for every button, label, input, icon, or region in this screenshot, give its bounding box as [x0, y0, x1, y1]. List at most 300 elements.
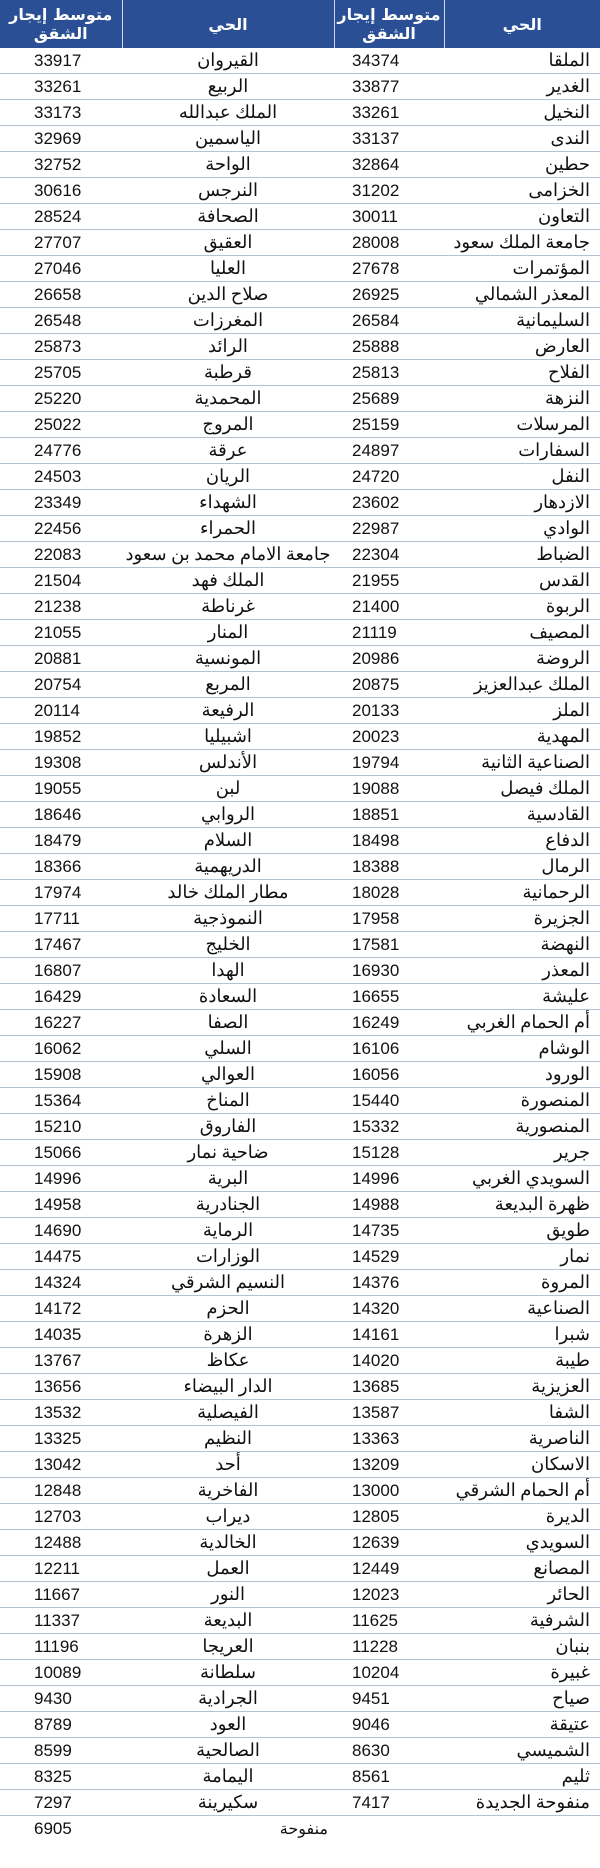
district-left-cell: الخالدية [122, 1530, 334, 1556]
rent-right-cell: 16056 [334, 1062, 444, 1088]
rent-left-cell: 27046 [0, 256, 122, 282]
rent-right-cell: 22304 [334, 542, 444, 568]
table-row [0, 1036, 600, 1062]
table-row [0, 542, 600, 568]
table-row [0, 1426, 600, 1452]
district-left-cell: الوزارات [122, 1244, 334, 1270]
table-row [0, 438, 600, 464]
district-left-cell: ديراب [122, 1504, 334, 1530]
table-row [0, 1322, 600, 1348]
rent-left-cell: 20754 [0, 672, 122, 698]
district-right-cell: الملك فيصل [444, 776, 600, 802]
rent-left-cell: 30616 [0, 178, 122, 204]
rent-right-cell: 33877 [334, 74, 444, 100]
header-rent-right: متوسط إيجار الشقق [334, 0, 444, 48]
rent-left-cell: 14172 [0, 1296, 122, 1322]
rent-left-cell: 33173 [0, 100, 122, 126]
district-right-cell: العارض [444, 334, 600, 360]
district-left-cell: الخليج [122, 932, 334, 958]
rent-right-cell: 8630 [334, 1738, 444, 1764]
rent-left-cell: 11667 [0, 1582, 122, 1608]
table-row [0, 1218, 600, 1244]
table-row [0, 802, 600, 828]
district-right-cell: المعذر [444, 958, 600, 984]
district-right-cell: المعذر الشمالي [444, 282, 600, 308]
rent-left-cell: 32752 [0, 152, 122, 178]
district-left-cell: المغرزات [122, 308, 334, 334]
district-right-cell: النهضة [444, 932, 600, 958]
district-left-cell: المحمدية [122, 386, 334, 412]
table-row [0, 334, 600, 360]
district-right-cell: الملز [444, 698, 600, 724]
footer-empty-cell [334, 1816, 444, 1843]
table-row [0, 490, 600, 516]
district-left-cell: اليمامة [122, 1764, 334, 1790]
rent-left-cell: 24503 [0, 464, 122, 490]
table-row [0, 1712, 600, 1738]
table-row [0, 386, 600, 412]
table-row [0, 230, 600, 256]
table-row [0, 1010, 600, 1036]
rent-left-cell: 13532 [0, 1400, 122, 1426]
rent-right-cell: 14735 [334, 1218, 444, 1244]
table-row [0, 464, 600, 490]
district-left-cell: الرفيعة [122, 698, 334, 724]
header-district-left: الحي [122, 0, 334, 48]
district-left-cell: سلطانة [122, 1660, 334, 1686]
rent-right-cell: 16249 [334, 1010, 444, 1036]
footer-rent: 6905 [34, 1819, 72, 1838]
district-right-cell: الشرفية [444, 1608, 600, 1634]
district-right-cell: طيبة [444, 1348, 600, 1374]
rent-left-cell: 19852 [0, 724, 122, 750]
rent-left-cell: 8789 [0, 1712, 122, 1738]
rent-left-cell: 25022 [0, 412, 122, 438]
table-row [0, 828, 600, 854]
table-row [0, 1634, 600, 1660]
table-row [0, 74, 600, 100]
district-right-cell: النفل [444, 464, 600, 490]
table-row [0, 48, 600, 74]
rent-right-cell: 27678 [334, 256, 444, 282]
rent-right-cell: 21119 [334, 620, 444, 646]
table-row [0, 1400, 600, 1426]
table-row [0, 1738, 600, 1764]
district-right-cell: الناصرية [444, 1426, 600, 1452]
rent-right-cell: 14529 [334, 1244, 444, 1270]
district-right-cell: الاسكان [444, 1452, 600, 1478]
district-right-cell: ثليم [444, 1764, 600, 1790]
district-right-cell: أم الحمام الغربي [444, 1010, 600, 1036]
district-right-cell: جرير [444, 1140, 600, 1166]
district-left-cell: السلي [122, 1036, 334, 1062]
district-right-cell: صياح [444, 1686, 600, 1712]
rent-right-cell: 28008 [334, 230, 444, 256]
district-left-cell: الرائد [122, 334, 334, 360]
rent-right-cell: 13587 [334, 1400, 444, 1426]
rent-left-cell: 25873 [0, 334, 122, 360]
district-left-cell: قرطبة [122, 360, 334, 386]
table-row [0, 1686, 600, 1712]
table-row [0, 880, 600, 906]
district-right-cell: السويدي [444, 1530, 600, 1556]
district-right-cell: الدفاع [444, 828, 600, 854]
district-right-cell: عتيقة [444, 1712, 600, 1738]
table-row [0, 750, 600, 776]
table-row [0, 1348, 600, 1374]
rent-left-cell: 16807 [0, 958, 122, 984]
district-right-cell: الصناعية الثانية [444, 750, 600, 776]
rent-right-cell: 19794 [334, 750, 444, 776]
rent-right-cell: 9451 [334, 1686, 444, 1712]
district-left-cell: الواحة [122, 152, 334, 178]
district-right-cell: الجزيرة [444, 906, 600, 932]
district-right-cell: الشفا [444, 1400, 600, 1426]
table-row [0, 906, 600, 932]
table-row [0, 854, 600, 880]
district-right-cell: المرسلات [444, 412, 600, 438]
district-left-cell: النسيم الشرقي [122, 1270, 334, 1296]
rent-right-cell: 14020 [334, 1348, 444, 1374]
district-left-cell: الروابي [122, 802, 334, 828]
district-right-cell: الديرة [444, 1504, 600, 1530]
rent-left-cell: 14958 [0, 1192, 122, 1218]
footer-empty-cell [444, 1816, 600, 1843]
rent-left-cell: 12703 [0, 1504, 122, 1530]
rent-right-cell: 24897 [334, 438, 444, 464]
table-row [0, 360, 600, 386]
rent-right-cell: 15128 [334, 1140, 444, 1166]
rent-right-cell: 12805 [334, 1504, 444, 1530]
rent-left-cell: 13656 [0, 1374, 122, 1400]
table-row [0, 1452, 600, 1478]
rent-right-cell: 31202 [334, 178, 444, 204]
rent-left-cell: 21055 [0, 620, 122, 646]
rent-right-cell: 13209 [334, 1452, 444, 1478]
rent-right-cell: 12449 [334, 1556, 444, 1582]
rent-right-cell: 23602 [334, 490, 444, 516]
district-left-cell: أحد [122, 1452, 334, 1478]
rent-right-cell: 20023 [334, 724, 444, 750]
district-left-cell: غرناطة [122, 594, 334, 620]
rent-right-cell: 16655 [334, 984, 444, 1010]
table-row [0, 126, 600, 152]
district-left-cell: المنار [122, 620, 334, 646]
district-right-cell: القادسية [444, 802, 600, 828]
table-row [0, 1140, 600, 1166]
rent-right-cell: 14161 [334, 1322, 444, 1348]
rent-right-cell: 7417 [334, 1790, 444, 1816]
district-right-cell: الرمال [444, 854, 600, 880]
district-left-cell: العوالي [122, 1062, 334, 1088]
rent-left-cell: 25220 [0, 386, 122, 412]
rent-left-cell: 12488 [0, 1530, 122, 1556]
district-right-cell: القدس [444, 568, 600, 594]
district-right-cell: الوادي [444, 516, 600, 542]
table-row [0, 724, 600, 750]
table-row [0, 594, 600, 620]
district-right-cell: المنصورية [444, 1114, 600, 1140]
district-right-cell: السويدي الغربي [444, 1166, 600, 1192]
table-row [0, 932, 600, 958]
rent-right-cell: 25159 [334, 412, 444, 438]
district-left-cell: النور [122, 1582, 334, 1608]
rent-right-cell: 14988 [334, 1192, 444, 1218]
district-left-cell: الجنادرية [122, 1192, 334, 1218]
district-right-cell: الضباط [444, 542, 600, 568]
rent-left-cell: 14324 [0, 1270, 122, 1296]
rent-right-cell: 16930 [334, 958, 444, 984]
rent-right-cell: 11228 [334, 1634, 444, 1660]
rent-right-cell: 17958 [334, 906, 444, 932]
district-left-cell: الصالحية [122, 1738, 334, 1764]
table-row [0, 1062, 600, 1088]
rent-left-cell: 14475 [0, 1244, 122, 1270]
district-right-cell: الملك عبدالعزيز [444, 672, 600, 698]
district-left-cell: عكاظ [122, 1348, 334, 1374]
rent-left-cell: 8325 [0, 1764, 122, 1790]
rent-left-cell: 17711 [0, 906, 122, 932]
district-right-cell: الرحمانية [444, 880, 600, 906]
district-right-cell: السليمانية [444, 308, 600, 334]
rent-right-cell: 32864 [334, 152, 444, 178]
table-row [0, 958, 600, 984]
rent-right-cell: 33137 [334, 126, 444, 152]
table-row [0, 412, 600, 438]
rent-right-cell: 16106 [334, 1036, 444, 1062]
district-right-cell: الروضة [444, 646, 600, 672]
district-right-cell: بنبان [444, 1634, 600, 1660]
table-body [0, 48, 600, 1816]
rent-right-cell: 25888 [334, 334, 444, 360]
district-left-cell: الياسمين [122, 126, 334, 152]
rent-left-cell: 20114 [0, 698, 122, 724]
rent-right-cell: 14376 [334, 1270, 444, 1296]
district-left-cell: الدار البيضاء [122, 1374, 334, 1400]
table-row [0, 1192, 600, 1218]
rent-left-cell: 15066 [0, 1140, 122, 1166]
rent-left-cell: 10089 [0, 1660, 122, 1686]
rent-left-cell: 22456 [0, 516, 122, 542]
district-right-cell: عليشة [444, 984, 600, 1010]
table-row [0, 776, 600, 802]
table-row [0, 282, 600, 308]
district-right-cell: شبرا [444, 1322, 600, 1348]
table-row [0, 1790, 600, 1816]
rent-left-cell: 14690 [0, 1218, 122, 1244]
rent-left-cell: 18479 [0, 828, 122, 854]
header-district-right: الحي [444, 0, 600, 48]
rent-left-cell: 18646 [0, 802, 122, 828]
rent-right-cell: 10204 [334, 1660, 444, 1686]
table-row [0, 1530, 600, 1556]
district-left-cell: المناخ [122, 1088, 334, 1114]
district-left-cell: النظيم [122, 1426, 334, 1452]
district-left-cell: اشبيليا [122, 724, 334, 750]
rent-right-cell: 25813 [334, 360, 444, 386]
table-row [0, 620, 600, 646]
district-left-cell: الفاروق [122, 1114, 334, 1140]
rent-left-cell: 16227 [0, 1010, 122, 1036]
rent-right-cell: 33261 [334, 100, 444, 126]
district-left-cell: المربع [122, 672, 334, 698]
rent-left-cell: 19308 [0, 750, 122, 776]
district-right-cell: المنصورة [444, 1088, 600, 1114]
rent-right-cell: 20875 [334, 672, 444, 698]
table-row [0, 256, 600, 282]
district-left-cell: صلاح الدين [122, 282, 334, 308]
rent-left-cell: 26658 [0, 282, 122, 308]
rent-left-cell: 17467 [0, 932, 122, 958]
rent-left-cell: 19055 [0, 776, 122, 802]
table-row [0, 1088, 600, 1114]
district-right-cell: الربوة [444, 594, 600, 620]
rent-left-cell: 16062 [0, 1036, 122, 1062]
district-left-cell: الملك فهد [122, 568, 334, 594]
district-left-cell: العقيق [122, 230, 334, 256]
district-left-cell: الأندلس [122, 750, 334, 776]
table-row [0, 1374, 600, 1400]
rent-left-cell: 8599 [0, 1738, 122, 1764]
rent-right-cell: 18388 [334, 854, 444, 880]
rent-left-cell: 14035 [0, 1322, 122, 1348]
district-left-cell: البرية [122, 1166, 334, 1192]
district-right-cell: المؤتمرات [444, 256, 600, 282]
district-left-cell: العمل [122, 1556, 334, 1582]
district-left-cell: الصفا [122, 1010, 334, 1036]
rent-left-cell: 15364 [0, 1088, 122, 1114]
table-row [0, 1582, 600, 1608]
district-right-cell: المروة [444, 1270, 600, 1296]
district-right-cell: الملقا [444, 48, 600, 74]
table-row [0, 308, 600, 334]
table-row [0, 646, 600, 672]
footer-district: منفوحة [279, 1821, 328, 1838]
district-right-cell: السفارات [444, 438, 600, 464]
rent-right-cell: 34374 [334, 48, 444, 74]
table-row [0, 984, 600, 1010]
rent-right-cell: 12639 [334, 1530, 444, 1556]
district-left-cell: الفاخرية [122, 1478, 334, 1504]
rent-left-cell: 23349 [0, 490, 122, 516]
rent-left-cell: 15908 [0, 1062, 122, 1088]
table-row [0, 1114, 600, 1140]
rent-left-cell: 24776 [0, 438, 122, 464]
rent-right-cell: 14320 [334, 1296, 444, 1322]
table-row [0, 516, 600, 542]
district-left-cell: العريجا [122, 1634, 334, 1660]
rent-left-cell: 20881 [0, 646, 122, 672]
table-row [0, 1478, 600, 1504]
district-right-cell: المصيف [444, 620, 600, 646]
rent-left-cell: 11196 [0, 1634, 122, 1660]
rent-right-cell: 20986 [334, 646, 444, 672]
district-left-cell: العود [122, 1712, 334, 1738]
district-left-cell: جامعة الامام محمد بن سعود [122, 542, 334, 568]
district-right-cell: طويق [444, 1218, 600, 1244]
rent-left-cell: 25705 [0, 360, 122, 386]
table-row [0, 1244, 600, 1270]
rent-left-cell: 33261 [0, 74, 122, 100]
table-row [0, 1270, 600, 1296]
district-left-cell: العليا [122, 256, 334, 282]
rent-right-cell: 13000 [334, 1478, 444, 1504]
district-left-cell: المروج [122, 412, 334, 438]
rent-right-cell: 18498 [334, 828, 444, 854]
district-left-cell: الحزم [122, 1296, 334, 1322]
table-row [0, 100, 600, 126]
district-right-cell: منفوحة الجديدة [444, 1790, 600, 1816]
rent-right-cell: 15332 [334, 1114, 444, 1140]
rent-left-cell: 17974 [0, 880, 122, 906]
rent-left-cell: 28524 [0, 204, 122, 230]
district-left-cell: الحمراء [122, 516, 334, 542]
district-right-cell: العزيزية [444, 1374, 600, 1400]
rent-left-cell: 22083 [0, 542, 122, 568]
district-right-cell: النخيل [444, 100, 600, 126]
district-left-cell: الزهرة [122, 1322, 334, 1348]
header-rent-left: متوسط إيجار الشقق [0, 0, 122, 48]
district-left-cell: النموذجية [122, 906, 334, 932]
table-row [0, 152, 600, 178]
rent-right-cell: 9046 [334, 1712, 444, 1738]
table-row [0, 1608, 600, 1634]
table-row [0, 1166, 600, 1192]
rent-right-cell: 8561 [334, 1764, 444, 1790]
rent-right-cell: 11625 [334, 1608, 444, 1634]
rent-right-cell: 17581 [334, 932, 444, 958]
district-left-cell: الملك عبدالله [122, 100, 334, 126]
table-row [0, 1660, 600, 1686]
rent-right-cell: 21400 [334, 594, 444, 620]
rent-left-cell: 12211 [0, 1556, 122, 1582]
district-left-cell: الصحافة [122, 204, 334, 230]
footer-row [0, 1816, 600, 1843]
rent-right-cell: 13685 [334, 1374, 444, 1400]
rent-right-cell: 12023 [334, 1582, 444, 1608]
district-right-cell: الورود [444, 1062, 600, 1088]
rent-left-cell: 11337 [0, 1608, 122, 1634]
rent-left-cell: 21238 [0, 594, 122, 620]
district-right-cell: المهدية [444, 724, 600, 750]
table-row [0, 1556, 600, 1582]
rent-left-cell: 18366 [0, 854, 122, 880]
district-left-cell: لبن [122, 776, 334, 802]
rent-right-cell: 24720 [334, 464, 444, 490]
rent-right-cell: 22987 [334, 516, 444, 542]
district-left-cell: السعادة [122, 984, 334, 1010]
district-left-cell: السلام [122, 828, 334, 854]
district-left-cell: سكيرينة [122, 1790, 334, 1816]
rent-right-cell: 26584 [334, 308, 444, 334]
rent-right-cell: 13363 [334, 1426, 444, 1452]
district-left-cell: النرجس [122, 178, 334, 204]
rent-left-cell: 9430 [0, 1686, 122, 1712]
rent-right-cell: 21955 [334, 568, 444, 594]
district-left-cell: الريان [122, 464, 334, 490]
district-right-cell: الحائر [444, 1582, 600, 1608]
district-right-cell: النزهة [444, 386, 600, 412]
district-left-cell: الربيع [122, 74, 334, 100]
district-right-cell: المصانع [444, 1556, 600, 1582]
table-row [0, 204, 600, 230]
rent-right-cell: 18028 [334, 880, 444, 906]
table-row [0, 568, 600, 594]
district-right-cell: الخزامى [444, 178, 600, 204]
district-left-cell: الرماية [122, 1218, 334, 1244]
rent-left-cell: 16429 [0, 984, 122, 1010]
district-right-cell: نمار [444, 1244, 600, 1270]
